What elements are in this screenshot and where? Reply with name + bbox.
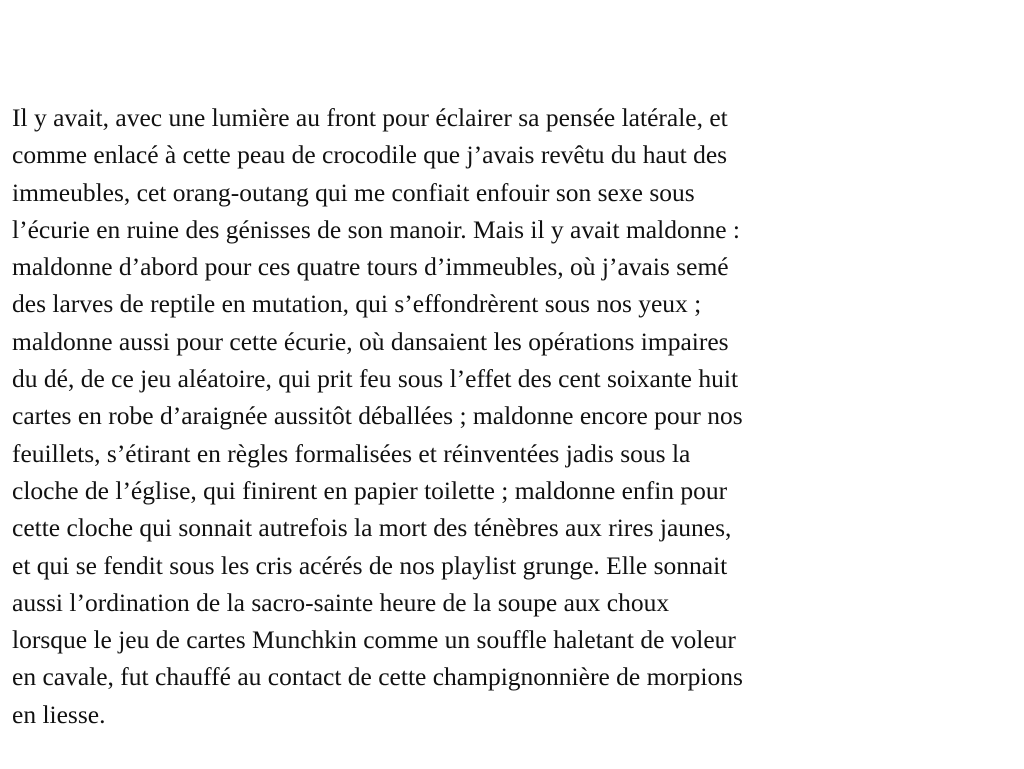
paragraph-line: immeubles, cet orang-outang qui me confiait enfouir son sexe sous [12, 177, 695, 207]
paragraph-line: en cavale, fut chauffé au contact de cette champignonnière de morpions [12, 662, 743, 692]
paragraph-line: l’écurie en ruine des génisses de son manoir. Mais il y avait maldonne : [12, 214, 740, 244]
paragraph-line: cartes en robe d’araignée aussitôt déballées ; maldonne encore pour nos [12, 401, 743, 431]
body-paragraph [12, 99, 1012, 733]
paragraph-line: des larves de reptile en mutation, qui s’effondrèrent sous nos yeux ; [12, 289, 702, 319]
paragraph-line: maldonne aussi pour cette écurie, où dansaient les opérations impaires [12, 326, 729, 356]
paragraph-line: cloche de l’église, qui finirent en papier toilette ; maldonne enfin pour [12, 475, 728, 505]
paragraph-line: maldonne d’abord pour ces quatre tours d’immeubles, où j’avais semé [12, 252, 729, 282]
paragraph-line: du dé, de ce jeu aléatoire, qui prit feu sous l’effet des cent soixante huit [12, 364, 739, 394]
paragraph-line: aussi l’ordination de la sacro-sainte heure de la soupe aux choux [12, 587, 670, 617]
paragraph-line: en liesse. [12, 699, 106, 729]
paragraph-line: cette cloche qui sonnait autrefois la mort des ténèbres aux rires jaunes, [12, 513, 732, 543]
paragraph-line: lorsque le jeu de cartes Munchkin comme un souffle haletant de voleur [12, 625, 736, 655]
paragraph-line: Il y avait, avec une lumière au front pour éclairer sa pensée latérale, et [12, 103, 728, 132]
paragraph-line: comme enlacé à cette peau de crocodile que j’avais revêtu du haut des [12, 140, 728, 170]
paragraph-line: feuillets, s’étirant en règles formalisées et réinventées jadis sous la [12, 438, 691, 468]
paragraph-line: et qui se fendit sous les cris acérés de nos playlist grunge. Elle sonnait [12, 550, 728, 580]
